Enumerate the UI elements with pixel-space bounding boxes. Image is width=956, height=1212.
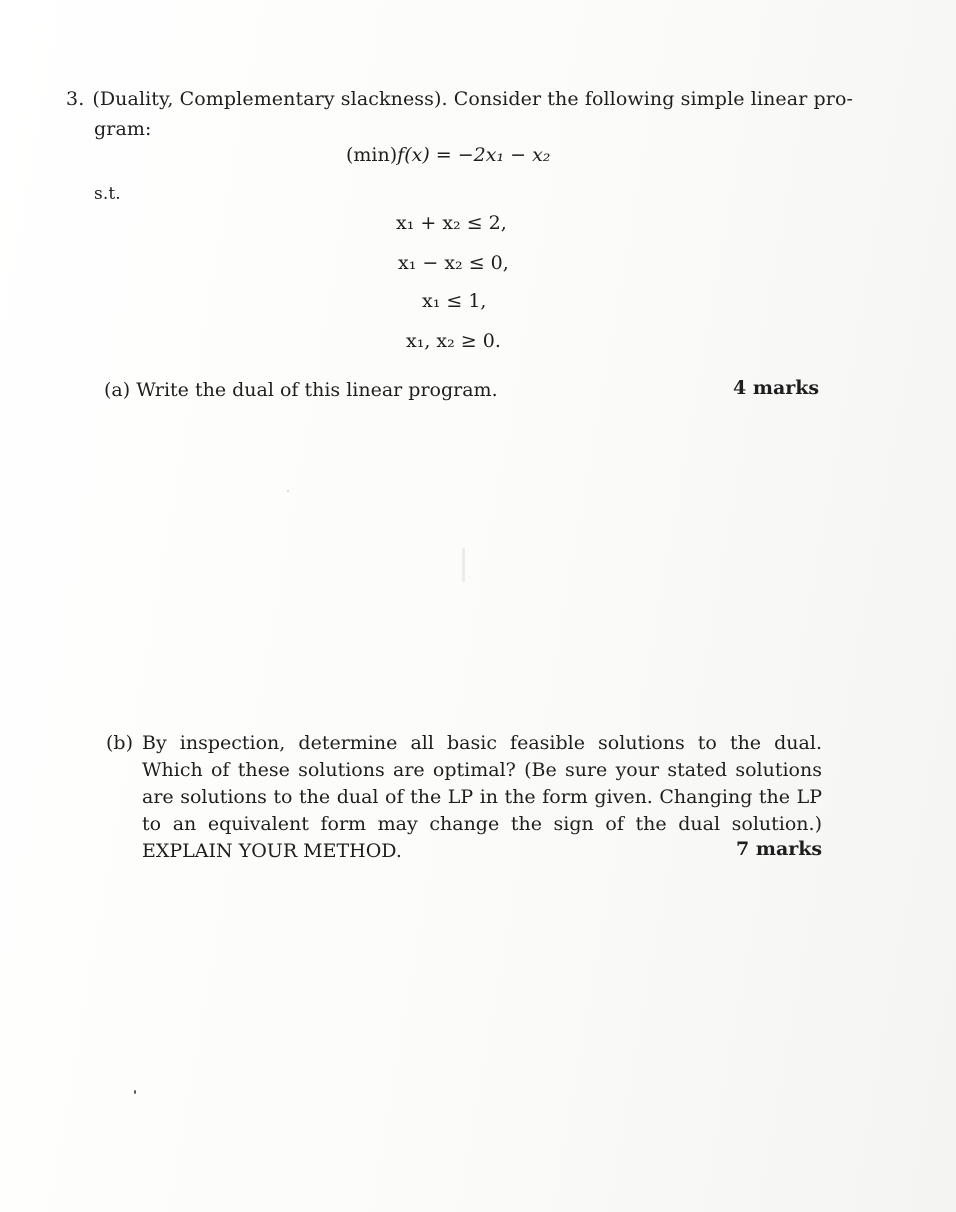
constraint-2: x₁ − x₂ ≤ 0, xyxy=(398,252,509,274)
objective-function xyxy=(346,144,550,166)
part-b-marks: 7 marks xyxy=(736,838,823,860)
scan-speck xyxy=(134,1090,136,1094)
part-b-text: By inspection, determine all basic feasible solutions to the dual. Which of these solutions are optimal? (Be sure your stated solutions are solutions to the dual of the LP in the form given. Changing the LP to an equivalent form may change the sign of the dual solution.) EXPLAIN YOUR METHOD. xyxy=(142,732,822,862)
part-a-label: (a) xyxy=(104,379,131,401)
constraint-3: x₁ ≤ 1, xyxy=(422,290,487,312)
problem-heading-text: (Duality, Complementary slackness). Consider the following simple linear pro- xyxy=(92,88,854,110)
part-a-marks: 4 marks xyxy=(733,377,820,399)
subject-to-label: s.t. xyxy=(94,184,121,204)
problem-heading-continuation: gram: xyxy=(94,118,152,140)
constraint-4: x₁, x₂ ≥ 0. xyxy=(406,330,501,352)
part-b xyxy=(106,730,822,865)
constraint-1: x₁ + x₂ ≤ 2, xyxy=(396,212,507,234)
part-b-label: (b) xyxy=(106,732,133,754)
part-a xyxy=(104,377,498,404)
part-a-text: Write the dual of this linear program. xyxy=(136,379,498,401)
problem-heading xyxy=(66,88,853,110)
scan-smudge xyxy=(462,548,465,582)
objective-expression: f(x) = −2x₁ − x₂ xyxy=(397,144,551,166)
problem-number: 3. xyxy=(66,88,85,110)
scan-speck xyxy=(287,490,289,492)
objective-prefix: (min) xyxy=(346,144,398,166)
